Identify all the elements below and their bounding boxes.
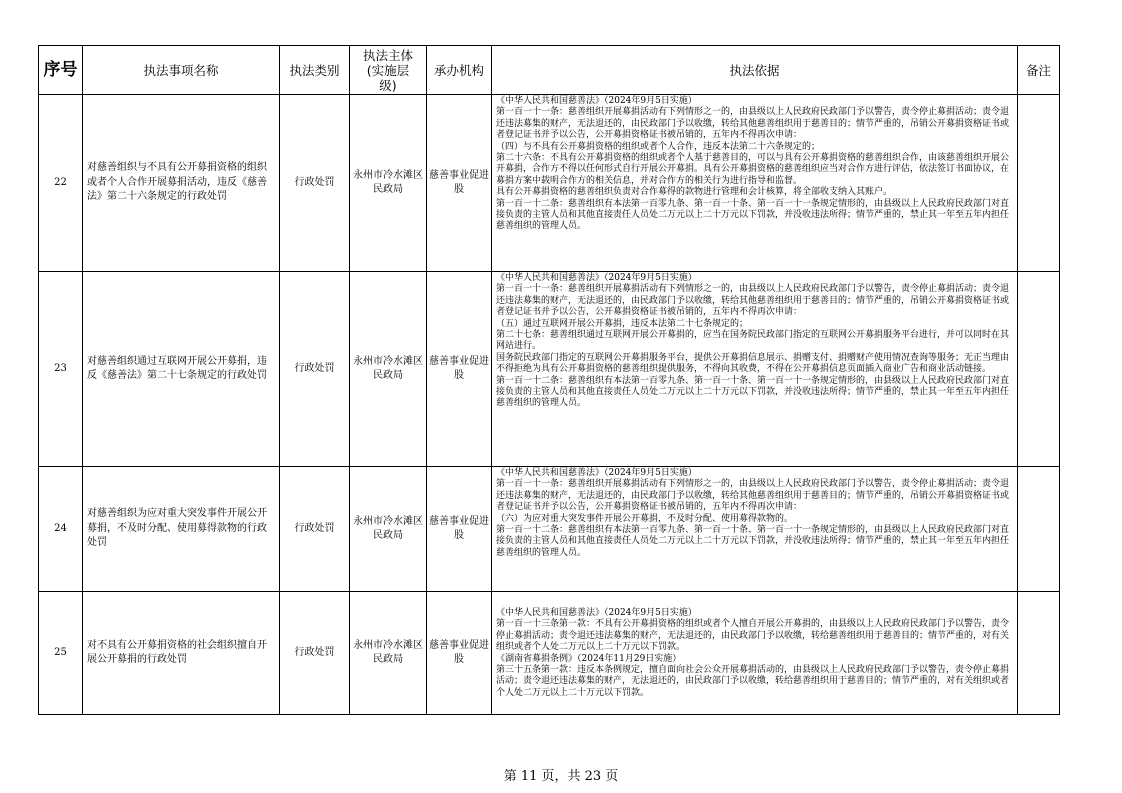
basis-line: 第三十五条第一款：违反本条例规定，擅自面向社会公众开展募捐活动的，由县级以上人民政府民政部门予以警告，责令停止募捐活动；责令退还违法募集的财产，无法退还的，由民政部门予以收缴，转给慈善组织用于慈善目的；情节严重的，对有关组织或者个人处二万元以上二十万元以下罚款。 bbox=[496, 664, 1010, 698]
row-subject: 永州市冷水滩区民政局 bbox=[350, 467, 427, 592]
row-org: 慈善事业促进股 bbox=[427, 95, 492, 272]
row-subject: 永州市冷水滩区民政局 bbox=[350, 272, 427, 467]
basis-line: 第二十七条：慈善组织通过互联网开展公开募捐的，应当在国务院民政部门指定的互联网公开募捐服务平台进行，并可以同时在其网站进行。 bbox=[496, 330, 1010, 352]
row-remark bbox=[1018, 95, 1060, 272]
row-item-name: 对不具有公开募捐资格的社会组织擅自开展公开募捐的行政处罚 bbox=[83, 592, 280, 715]
row-remark bbox=[1018, 592, 1060, 715]
basis-line: 第一百一十三条第一款：不具有公开募捐资格的组织或者个人擅自开展公开募捐的，由县级以上人民政府民政部门予以警告，责令停止募捐活动；责令退还违法募集的财产，无法退还的，由民政部门予以收缴，转给慈善组织用于慈善目的；情节严重的，对有关组织或者个人处二万元以上二十万元以下罚款。 bbox=[496, 619, 1010, 653]
header-basis: 执法依据 bbox=[492, 46, 1018, 95]
row-item-name: 对慈善组织为应对重大突发事件开展公开募捐，不及时分配、使用募得款物的行政处罚 bbox=[83, 467, 280, 592]
enforcement-table bbox=[38, 45, 1060, 715]
row-seq: 22 bbox=[39, 95, 83, 272]
row-remark bbox=[1018, 272, 1060, 467]
header-org: 承办机构 bbox=[427, 46, 492, 95]
header-seq: 序号 bbox=[39, 46, 83, 95]
row-item-name: 对慈善组织通过互联网开展公开募捐，违反《慈善法》第二十七条规定的行政处罚 bbox=[83, 272, 280, 467]
basis-line: 具有公开募捐资格的慈善组织负责对合作募得的款物进行管理和会计核算，将全部收支纳入其账户。 bbox=[496, 187, 893, 198]
row-category: 行政处罚 bbox=[280, 467, 350, 592]
basis-line: 《中华人民共和国慈善法》（2024年9月5日实施） bbox=[496, 468, 697, 478]
basis-line: 第一百一十二条：慈善组织有本法第一百零九条、第一百一十条、第一百一十一条规定情形的，由县级以上人民政府民政部门对直接负责的主管人员和其他直接责任人员处二万元以上二十万元以下罚款，并没收违法所得；情节严重的，禁止其一年至五年内担任慈善组织的管理人员。 bbox=[496, 525, 1010, 558]
basis-line: （四）与不具有公开募捐资格的组织或者个人合作，违反本法第二十六条规定的； bbox=[496, 141, 821, 152]
table-row bbox=[39, 95, 1060, 272]
row-basis bbox=[492, 467, 1018, 592]
basis-line: 第一百一十一条：慈善组织开展募捐活动有下列情形之一的，由县级以上人民政府民政部门予以警告，责令停止募捐活动；责令退还违法募集的财产，无法退还的，由民政部门予以收缴，转给其他慈善组织用于慈善目的；情节严重的，吊销公开募捐资格证书或者登记证书并予以公告，公开募捐资格证书被吊销的，五年内不得再次申请： bbox=[496, 284, 1010, 318]
table-row bbox=[39, 272, 1060, 467]
basis-text bbox=[492, 607, 1017, 699]
row-seq: 24 bbox=[39, 467, 83, 592]
row-item-name: 对慈善组织与不具有公开募捐资格的组织或者个人合作开展募捐活动，违反《慈善法》第二十六条规定的行政处罚 bbox=[83, 95, 280, 272]
row-org: 慈善事业促进股 bbox=[427, 272, 492, 467]
row-category: 行政处罚 bbox=[280, 95, 350, 272]
row-category: 行政处罚 bbox=[280, 272, 350, 467]
row-basis bbox=[492, 272, 1018, 467]
basis-line: （六）为应对重大突发事件开展公开募捐，不及时分配、使用募得款物的。 bbox=[496, 513, 794, 524]
header-subject-line: 执法主体 bbox=[362, 47, 413, 63]
page-number-footer: 第 11 页，共 23 页 bbox=[503, 769, 619, 784]
table-row bbox=[39, 467, 1060, 592]
header-subject bbox=[350, 46, 427, 95]
basis-line: 第一百一十二条：慈善组织有本法第一百零九条、第一百一十条、第一百一十一条规定情形的，由县级以上人民政府民政部门对直接负责的主管人员和其他直接责任人员处二万元以上二十万元以下罚款，并没收违法所得；情节严重的，禁止其一年至五年内担任慈善组织的管理人员。 bbox=[496, 375, 1010, 409]
row-category: 行政处罚 bbox=[280, 592, 350, 715]
row-org: 慈善事业促进股 bbox=[427, 592, 492, 715]
row-subject: 永州市冷水滩区民政局 bbox=[350, 95, 427, 272]
basis-line: 《中华人民共和国慈善法》（2024年9月5日实施） bbox=[496, 96, 697, 106]
basis-line: 《中华人民共和国慈善法》（2024年9月5日实施） bbox=[496, 607, 697, 618]
header-subject-line: (实施层 bbox=[366, 62, 410, 78]
document-sheet bbox=[38, 45, 1059, 715]
basis-text bbox=[492, 272, 1017, 466]
row-seq: 25 bbox=[39, 592, 83, 715]
basis-text bbox=[492, 467, 1017, 591]
header-subject-line: 级) bbox=[379, 77, 397, 93]
basis-line: 第二十六条：不具有公开募捐资格的组织或者个人基于慈善目的，可以与具有公开募捐资格的慈善组织合作，由该慈善组织开展公开募捐，合作方不得以任何形式自行开展公开募捐。具有公开募捐资格的慈善组织应当对合作方进行评估，依法签订书面协议，在募捐方案中载明合作方的相关信息，并对合作方的相关行为进行指导和监督。 bbox=[496, 153, 1010, 186]
row-basis bbox=[492, 95, 1018, 272]
row-org: 慈善事业促进股 bbox=[427, 467, 492, 592]
basis-line: 《中华人民共和国慈善法》（2024年9月5日实施） bbox=[496, 273, 697, 283]
row-seq: 23 bbox=[39, 272, 83, 467]
basis-line: 第一百一十一条：慈善组织开展募捐活动有下列情形之一的，由县级以上人民政府民政部门予以警告，责令停止募捐活动；责令退还违法募集的财产，无法退还的，由民政部门予以收缴，转给其他慈善组织用于慈善目的；情节严重的，吊销公开募捐资格证书或者登记证书并予以公告，公开募捐资格证书被吊销的，五年内不得再次申请： bbox=[496, 107, 1010, 141]
header-row bbox=[39, 46, 1060, 95]
table-row bbox=[39, 592, 1060, 715]
basis-text bbox=[492, 95, 1017, 271]
row-remark bbox=[1018, 467, 1060, 592]
header-item: 执法事项名称 bbox=[83, 46, 280, 95]
row-basis bbox=[492, 592, 1018, 715]
basis-line: 第一百一十二条：慈善组织有本法第一百零九条、第一百一十条、第一百一十一条规定情形的，由县级以上人民政府民政部门对直接负责的主管人员和其他直接责任人员处二万元以上二十万元以下罚款，并没收违法所得；情节严重的，禁止其一年至五年内担任慈善组织的管理人员。 bbox=[496, 198, 1010, 232]
row-subject: 永州市冷水滩区民政局 bbox=[350, 592, 427, 715]
basis-line: 第一百一十一条：慈善组织开展募捐活动有下列情形之一的，由县级以上人民政府民政部门予以警告，责令停止募捐活动；责令退还违法募集的财产，无法退还的，由民政部门予以收缴，转给其他慈善组织用于慈善目的；情节严重的，吊销公开募捐资格证书或者登记证书并予以公告，公开募捐资格证书被吊销的，五年内不得再次申请： bbox=[496, 479, 1010, 513]
header-remark: 备注 bbox=[1018, 46, 1060, 95]
header-category: 执法类别 bbox=[280, 46, 350, 95]
basis-line: 《湖南省募捐条例》（2024年11月29日实施） bbox=[496, 653, 682, 664]
basis-line: 国务院民政部门指定的互联网公开募捐服务平台，提供公开募捐信息展示、捐赠支付、捐赠财产使用情况查询等服务；无正当理由不得拒绝为具有公开募捐资格的慈善组织提供服务，不得向其收费，不得在公开募捐信息页面插入商业广告和商业活动链接。 bbox=[496, 352, 1010, 375]
basis-line: （五）通过互联网开展公开募捐，违反本法第二十七条规定的； bbox=[496, 318, 749, 329]
